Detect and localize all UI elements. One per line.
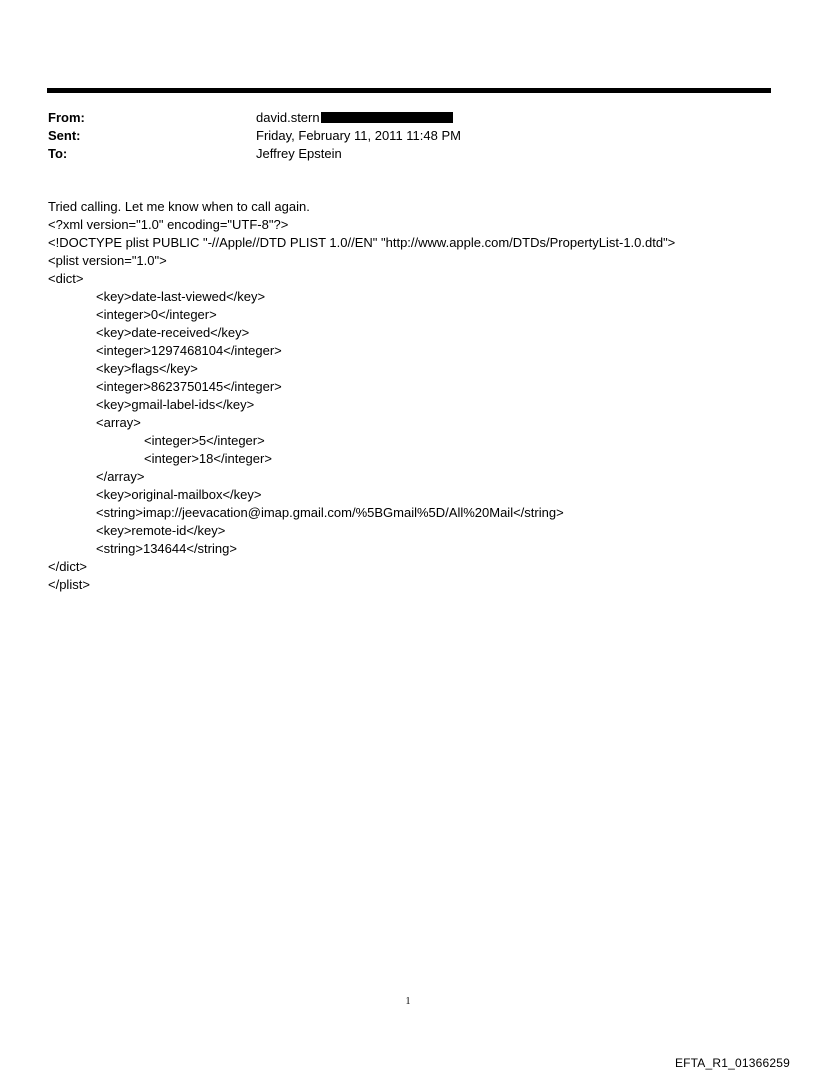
plist-entry-line: <integer>1297468104</integer>	[96, 343, 282, 358]
bates-stamp: EFTA_R1_01366259	[674, 1056, 790, 1070]
plist-entry-line: <key>gmail-label-ids</key>	[96, 397, 255, 412]
doctype-line: <!DOCTYPE plist PUBLIC "-//Apple//DTD PLIST 1.0//EN" "http://www.apple.com/DTDs/PropertyList-1.0.dtd">	[48, 235, 676, 250]
sent-row	[48, 127, 768, 145]
email-header	[48, 109, 768, 163]
to-row	[48, 145, 768, 163]
dict-close-line: </dict>	[48, 559, 88, 574]
plist-array-item-line: <integer>18</integer>	[144, 451, 272, 466]
to-label: To:	[48, 146, 68, 161]
sent-label: Sent:	[48, 128, 81, 143]
plist-entry-line: <integer>0</integer>	[96, 307, 217, 322]
to-value: Jeffrey Epstein	[256, 146, 342, 161]
header-rule	[47, 88, 771, 93]
from-address: david.stern	[256, 110, 320, 125]
plist-entry-line: <key>original-mailbox</key>	[96, 487, 262, 502]
plist-entry-line: <key>flags</key>	[96, 361, 198, 376]
redaction-bar	[321, 112, 453, 123]
plist-entry-line: <key>date-last-viewed</key>	[96, 289, 266, 304]
from-label: From:	[48, 110, 85, 125]
xml-declaration-line: <?xml version="1.0" encoding="UTF-8"?>	[48, 217, 289, 232]
sent-value: Friday, February 11, 2011 11:48 PM	[256, 128, 461, 143]
plist-open-line: <plist version="1.0">	[48, 253, 167, 268]
from-row	[48, 109, 768, 127]
message-line: Tried calling. Let me know when to call again.	[48, 199, 310, 214]
plist-entry-line: <string>134644</string>	[96, 541, 237, 556]
plist-array-item-line: <integer>5</integer>	[144, 433, 265, 448]
page-number: 1	[405, 996, 411, 1007]
plist-entry-line: </array>	[96, 469, 145, 484]
plist-close-line: </plist>	[48, 577, 90, 592]
from-value	[256, 109, 453, 127]
plist-entry-line: <array>	[96, 415, 141, 430]
email-body	[48, 198, 778, 594]
plist-entry-line: <integer>8623750145</integer>	[96, 379, 282, 394]
plist-entry-line: <key>date-received</key>	[96, 325, 250, 340]
dict-open-line: <dict>	[48, 271, 84, 286]
plist-entry-line: <key>remote-id</key>	[96, 523, 226, 538]
plist-entry-line: <string>imap://jeevacation@imap.gmail.com/%5BGmail%5D/All%20Mail</string>	[96, 505, 564, 520]
